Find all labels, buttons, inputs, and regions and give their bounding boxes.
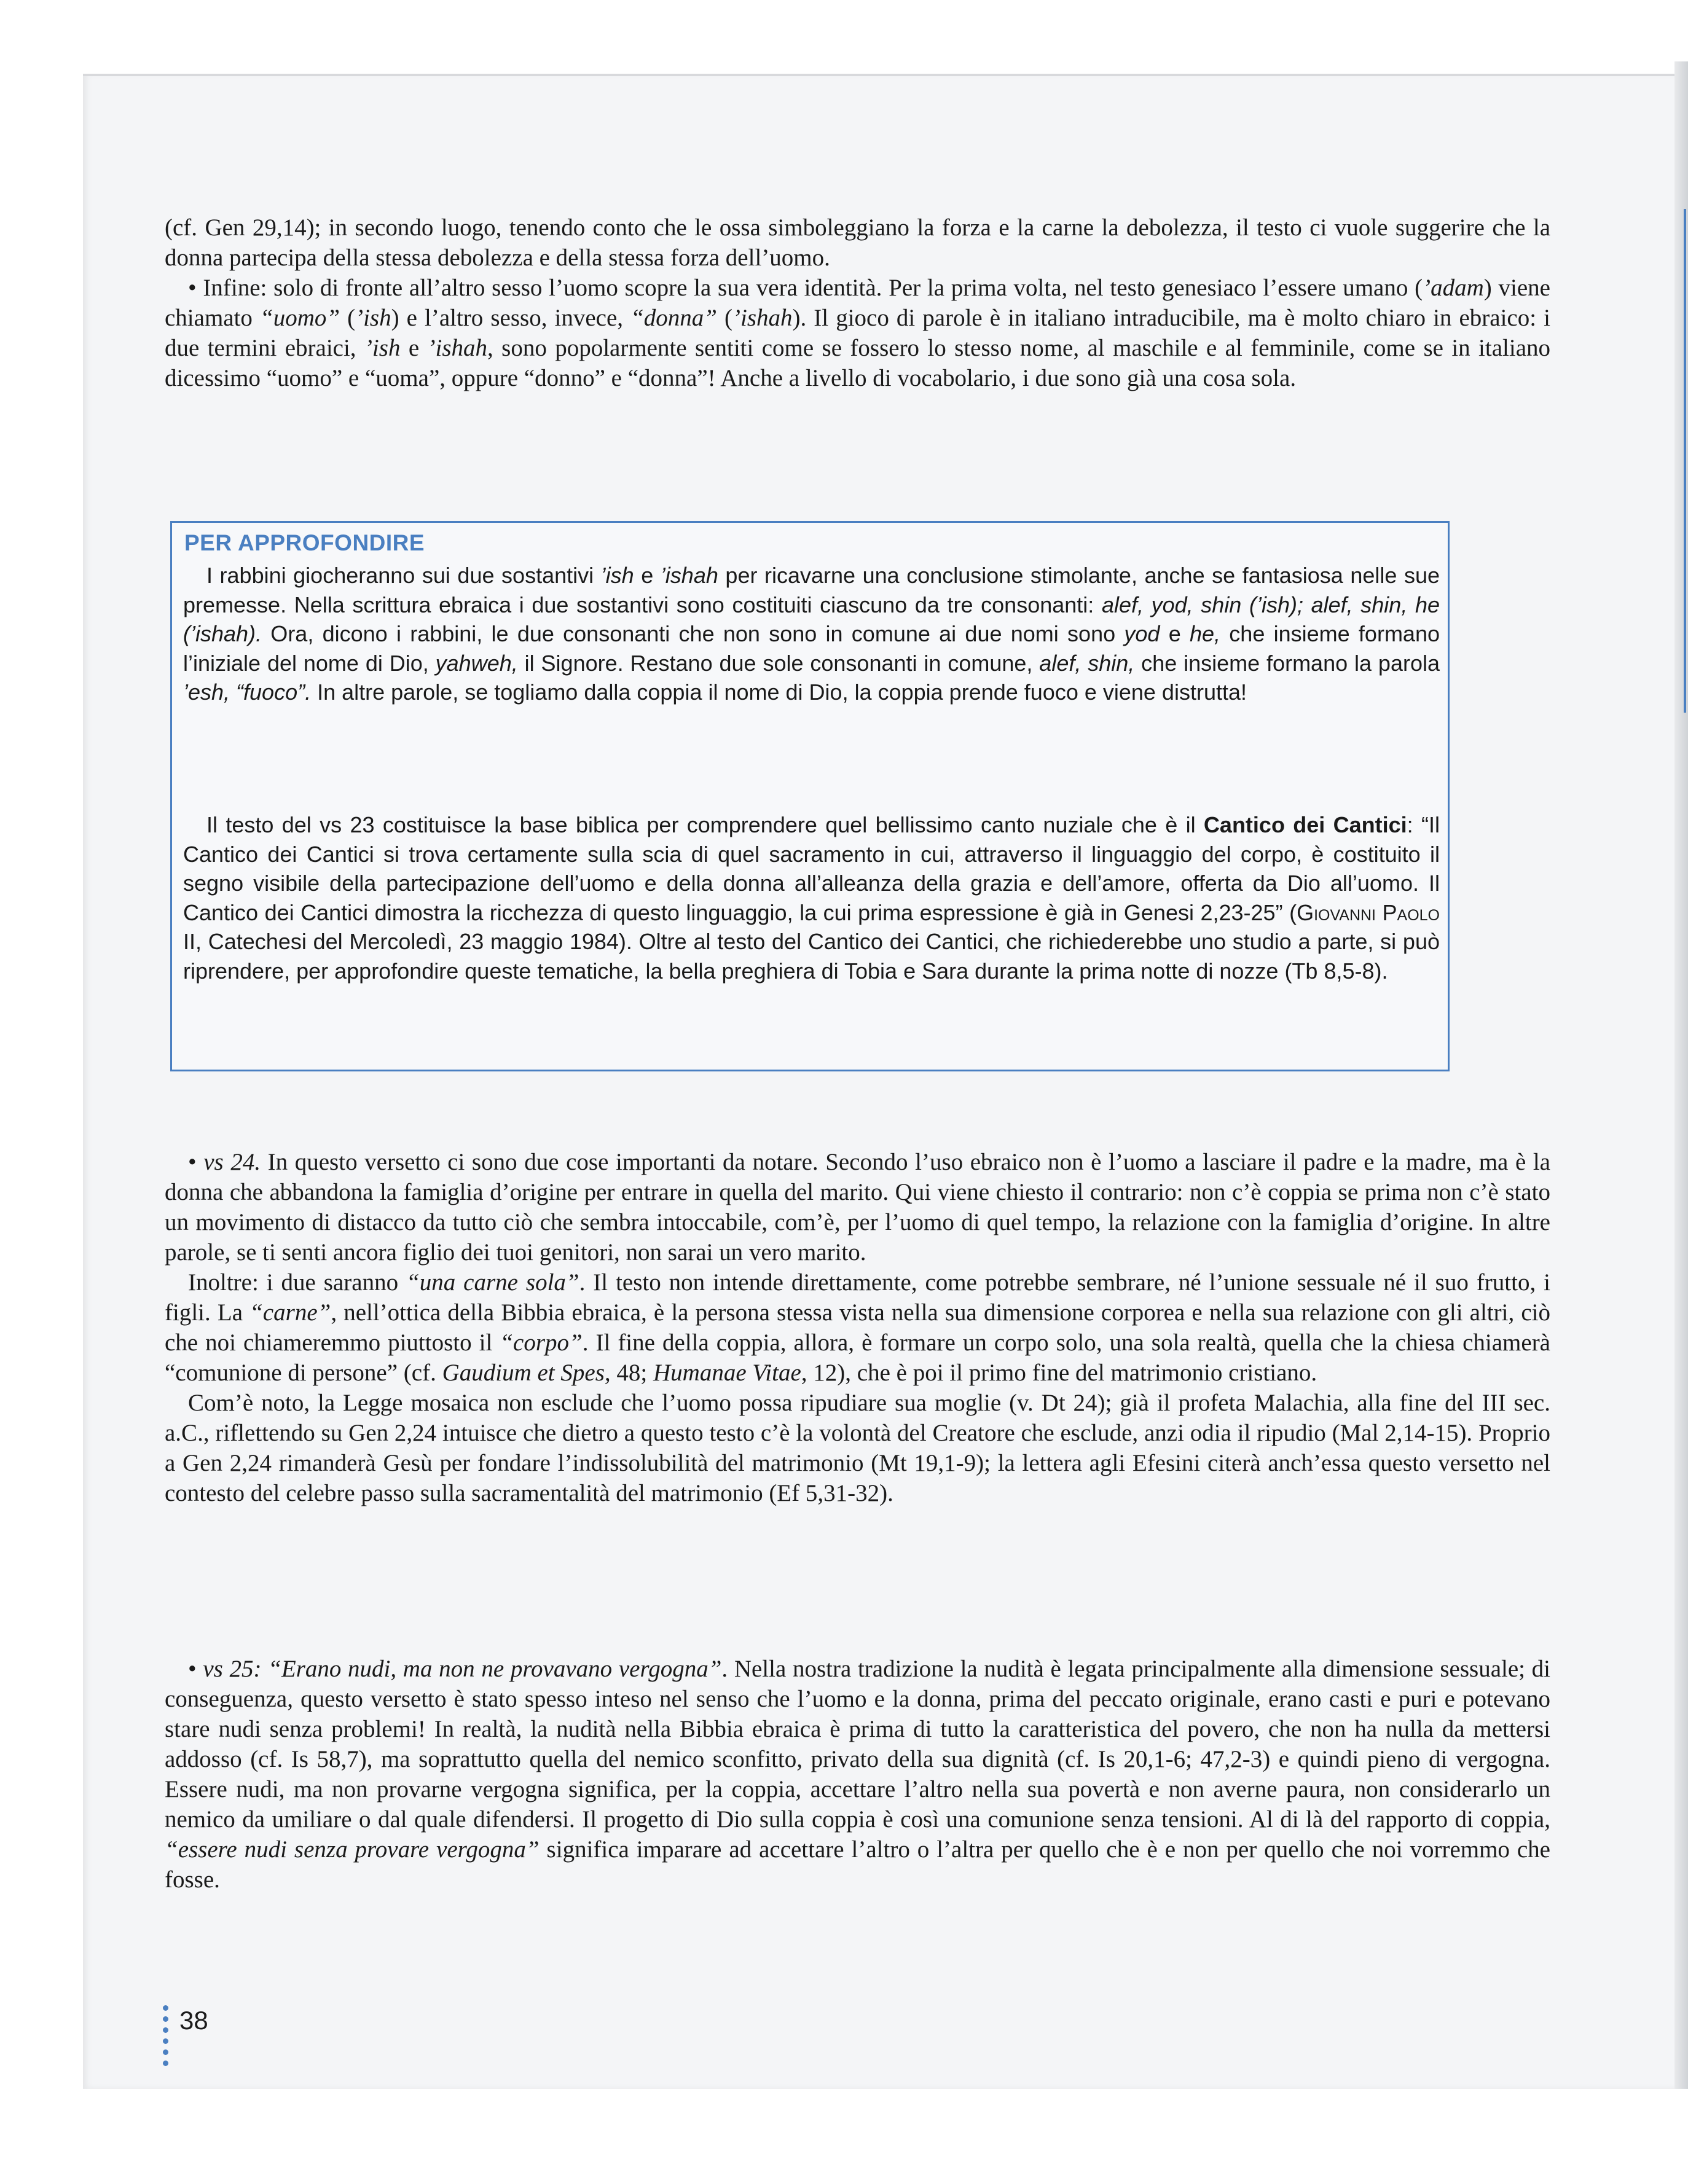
box-paragraph-rabbini: I rabbini giocheranno sui due sostantivi ’ish e ’ishah per ricavarne una conclusione stimolante, anche se fantasiosa nelle sue premesse. Nella scrittura ebraica i due sostantivi sono costituiti ciascuno da tre consonanti: alef, yod, shin (’ish); alef, shin, he (’ishah). Ora, dicono i rabbini, le due consonanti che non sono in comune ai due nomi sono yod e he, che insieme formano l’iniziale del nome di Dio, yahweh, il Signore. Restano due sole consonanti in comune, alef, shin, che insieme formano la parola ’esh, “fuoco”. In altre parole, se togliamo dalla coppia il nome di Dio, la coppia prende fuoco e viene distrutta! [183, 563, 1440, 705]
intro-section [165, 213, 1550, 393]
facing-page-accent-bar [1684, 209, 1686, 713]
paragraph-vs24: • vs 24. In questo versetto ci sono due cose importanti da notare. Secondo l’uso ebraico non è l’uomo a lasciare il padre e la madre, ma è la donna che abbandona la famiglia d’origine per entrare in quella del marito. Qui viene chiesto il contrario: non c’è coppia se prima non c’è stato un movimento di distacco da tutto ciò che sembra intoccabile, com’è, per l’uomo di quel tempo, la relazione con la famiglia d’origine. In altre parole, se ti senti ancora figlio dei tuoi genitori, non sarai un vero marito. [165, 1149, 1550, 1266]
vs25-section [165, 1654, 1550, 1895]
box-paragraph-cantico: Il testo del vs 23 costituisce la base biblica per comprendere quel bellissimo canto nuziale che è il Cantico dei Cantici: “Il Cantico dei Cantici si trova certamente sulla scia di quel sacramento in cui, attraverso il linguaggio del corpo, è costituito il segno visibile della partecipazione dell’uomo e della donna all’alleanza della grazia e dell’amore, offerta da Dio all’uomo. Il Cantico dei Cantici dimostra la ricchezza di questo linguaggio, la cui prima espressione è già in Genesi 2,23-25” (Giovanni Paolo II, Catechesi del Mercoledì, 23 maggio 1984). Oltre al testo del Cantico dei Cantici, che richiederebbe uno studio a parte, si può riprendere, per approfondire queste tematiche, la bella preghiera di Tobia e Sara durante la prima notte di nozze (Tb 8,5-8). [183, 812, 1440, 984]
page-number-dots [163, 2005, 169, 2072]
paragraph-legge-mosaica: Com’è noto, la Legge mosaica non esclude che l’uomo possa ripudiare sua moglie (v. Dt 24); già il profeta Malachia, alla fine del III sec. a.C., riflettendo su Gen 2,24 intuisce che dietro a questo testo c’è la volontà del Creatore che esclude, anzi odia il ripudio (Mal 2,14-15). Proprio a Gen 2,24 rimanderà Gesù per fondare l’indissolubilità del matrimonio (Mt 19,1-9); la lettera agli Efesini citerà anch’essa questo versetto nel contesto del celebre passo sulla sacramentalità del matrimonio (Ef 5,31-32). [165, 1390, 1550, 1506]
paragraph-infine: • Infine: solo di fronte all’altro sesso l’uomo scopre la sua vera identità. Per la prima volta, nel testo genesiaco l’essere umano (’adam) viene chiamato “uomo” (’ish) e l’altro sesso, invece, “donna” (’ishah). Il gioco di parole è in italiano intraducibile, ma è molto chiaro in ebraico: i due termini ebraici, ’ish e ’ishah, sono popolarmente sentiti come se fossero lo stesso nome, al maschile e al femminile, come se in italiano dicessimo “uomo” e “uoma”, oppure “donno” e “donna”! Anche a livello di vocabolario, i due sono già una cosa sola. [165, 275, 1550, 391]
box-title: PER APPROFONDIRE [184, 530, 425, 555]
paragraph-ossa: (cf. Gen 29,14); in secondo luogo, tenendo conto che le ossa simboleggiano la forza e la carne la debolezza, il testo ci vuole suggerire che la donna partecipa della stessa debolezza e della stessa forza dell’uomo. [165, 214, 1550, 271]
paragraph-carne-sola: Inoltre: i due saranno “una carne sola”. Il testo non intende direttamente, come potrebbe sembrare, né l’unione sessuale né il suo frutto, i figli. La “carne”, nell’ottica della Bibbia ebraica, è la persona stessa vista nella sua dimensione corporea e nella sua relazione con gli altri, ciò che noi chiameremmo piuttosto il “corpo”. Il fine della coppia, allora, è formare un corpo solo, una sola realtà, quella che la chiesa chiamerà “comunione di persone” (cf. Gaudium et Spes, 48; Humanae Vitae, 12), che è poi il primo fine del matrimonio cristiano. [165, 1269, 1550, 1386]
page-number: 38 [179, 2006, 208, 2035]
paragraph-vs25: • vs 25: “Erano nudi, ma non ne provavano vergogna”. Nella nostra tradizione la nudità è legata principalmente alla dimensione sessuale; di conseguenza, questo versetto è stato spesso inteso nel senso che l’uomo e la donna, prima del peccato originale, erano casti e puri e potevano stare nudi senza problemi! In realtà, la nudità nella Bibbia ebraica è prima di tutto la caratteristica del povero, che non ha nulla da mettersi addosso (cf. Is 58,7), ma soprattutto quella del nemico sconfitto, privato della sua dignità (cf. Is 20,1-6; 47,2-3) e quindi pieno di vergogna. Essere nudi, ma non provarne vergogna significa, per la coppia, accettare l’altro nella sua povertà e non averne paura, non considerarlo un nemico da umiliare o dal quale difendersi. Il progetto di Dio sulla coppia è così una comunione senza tensioni. Al di là del rapporto di coppia, “essere nudi senza provare vergogna” significa imparare ad accettare l’altro o l’altra per quello che è e non per quello che noi vorremmo che fosse. [165, 1656, 1551, 1893]
vs24-section [165, 1147, 1550, 1508]
